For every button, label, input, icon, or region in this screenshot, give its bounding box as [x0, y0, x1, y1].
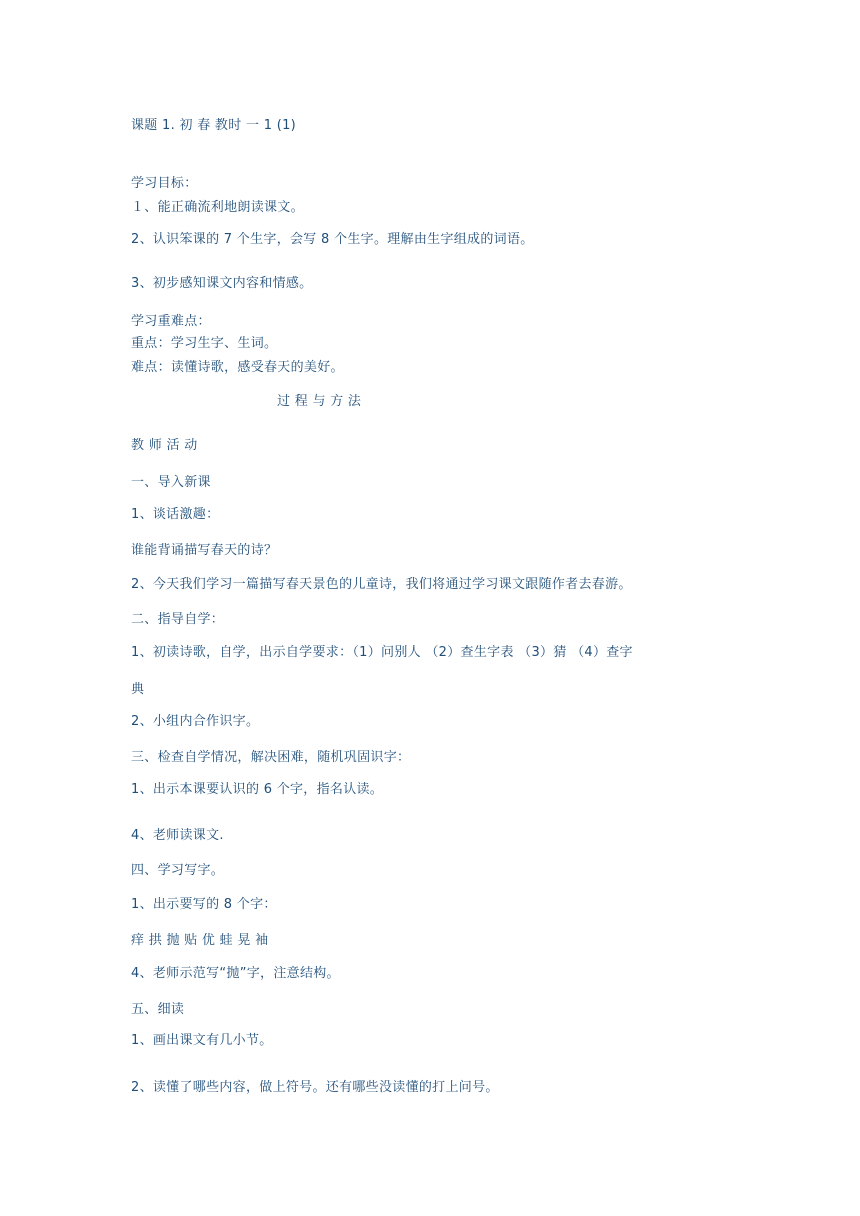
lesson-title: 课题 1. 初 春 教时 一 1 (1): [131, 118, 297, 133]
section-5-line-1: 1、画出课文有几小节。: [131, 1033, 273, 1048]
section-4-characters: 痒 拱 抛 贴 优 蛙 晃 袖: [131, 933, 269, 948]
section-1-line-2: 谁能背诵描写春天的诗？: [131, 543, 278, 558]
section-5-heading: 五、细读: [131, 1002, 185, 1017]
section-5-line-2: 2、读懂了哪些内容，做上符号。还有哪些没读懂的打上问号。: [131, 1080, 499, 1095]
key-point-difficult: 难点：读懂诗歌，感受春天的美好。: [131, 360, 344, 375]
section-1-line-1: 1、谈话激趣：: [131, 507, 220, 522]
key-point-important: 重点：学习生字、生词。: [131, 336, 278, 351]
section-2-line-1: 1、初读诗歌，自学，出示自学要求：（1）问别人 （2）查生字表 （3）猜 （4）查字: [131, 645, 633, 660]
objective-item-2: 2、认识笨课的 7 个生字，会写 8 个生字。理解由生字组成的词语。: [131, 232, 534, 247]
section-3-line-1: 1、出示本课要认识的 6 个字，指名认读。: [131, 782, 384, 797]
section-2-line-2: 典: [131, 682, 145, 697]
objective-item-1: １、能正确流利地朗读课文。: [131, 200, 304, 215]
teacher-activity-heading: 教 师 活 动: [131, 438, 198, 453]
key-points-heading: 学习重难点：: [131, 314, 211, 329]
objective-item-3: 3、初步感知课文内容和情感。: [131, 276, 313, 291]
section-4-heading: 四、学习写字。: [131, 863, 225, 878]
section-2-heading: 二、指导自学：: [131, 612, 225, 627]
section-3-heading: 三、检查自学情况，解决困难，随机巩固识字：: [131, 750, 411, 765]
section-2-line-3: 2、小组内合作识字。: [131, 714, 260, 729]
process-heading: 过 程 与 方 法: [277, 394, 362, 409]
section-4-line-1: 1、出示要写的 8 个字：: [131, 897, 277, 912]
objectives-heading: 学习目标：: [131, 176, 198, 191]
section-1-line-3: 2、今天我们学习一篇描写春天景色的儿童诗，我们将通过学习课文跟随作者去春游。: [131, 577, 632, 592]
section-4-line-3: 4、老师示范写“抛”字，注意结构。: [131, 966, 340, 981]
section-3-line-2: 4、老师读课文.: [131, 828, 224, 843]
section-1-heading: 一、导入新课: [131, 475, 211, 490]
